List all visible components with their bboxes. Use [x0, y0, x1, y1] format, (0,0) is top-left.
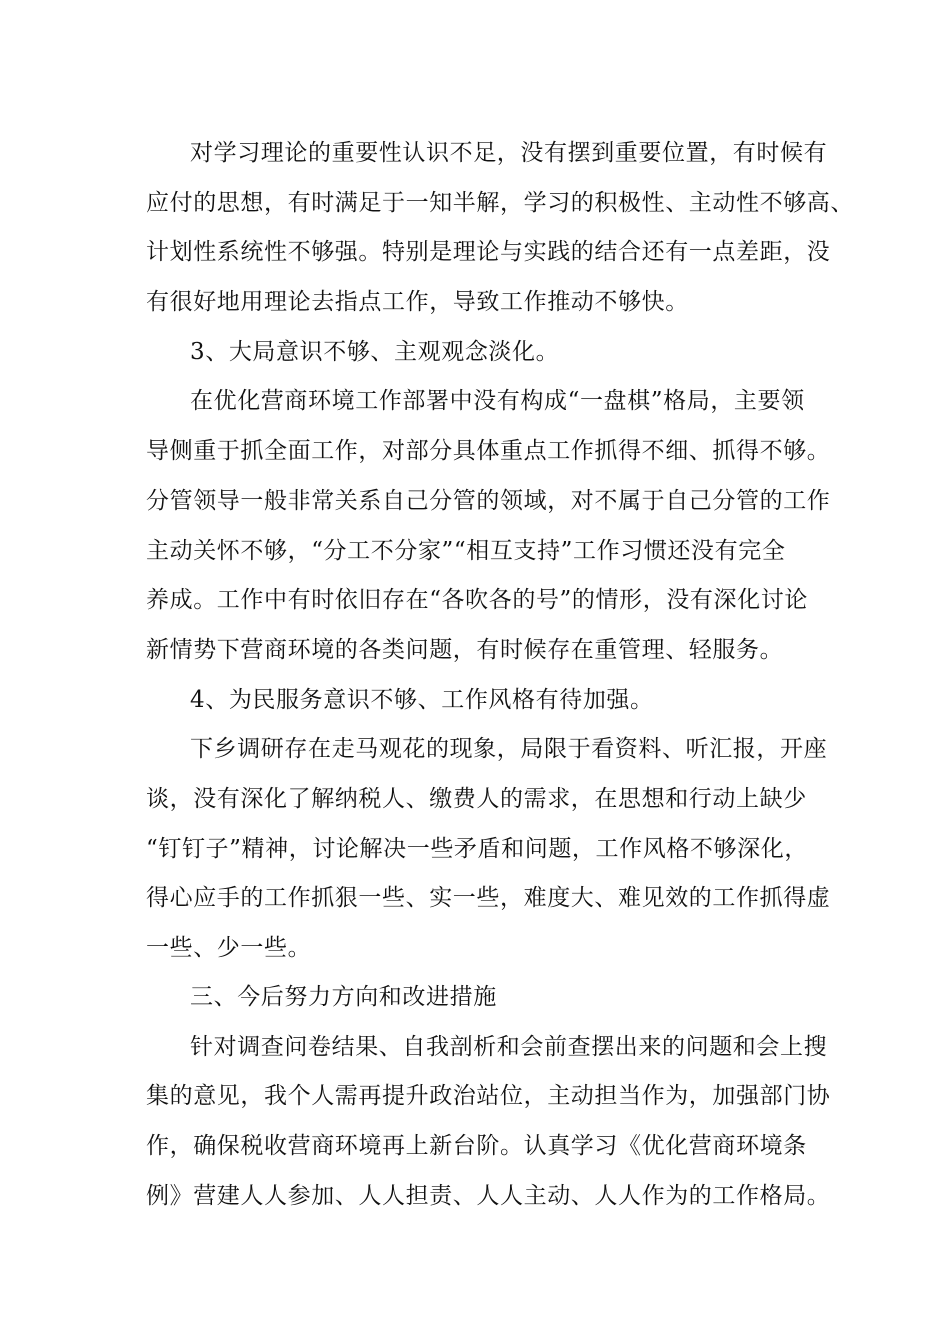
paragraph-line: 应付的思想，有时满足于一知半解，学习的积极性、主动性不够高、	[146, 190, 854, 216]
paragraph-line: 对学习理论的重要性认识不足，没有摆到重要位置，有时候有	[190, 140, 828, 166]
paragraph-line: 主动关怀不够，“分工不分家”“相互支持”工作习惯还没有完全	[146, 538, 786, 564]
paragraph-line: 针对调查问卷结果、自我剖析和会前查摆出来的问题和会上搜	[190, 1034, 828, 1060]
paragraph-line: 计划性系统性不够强。特别是理论与实践的结合还有一点差距，没	[146, 239, 831, 265]
paragraph-line: 下乡调研存在走马观花的现象，局限于看资料、听汇报，开座	[190, 736, 828, 762]
paragraph-line: 一些、少一些。	[146, 935, 312, 961]
paragraph-line: 有很好地用理论去指点工作，导致工作推动不够快。	[146, 289, 689, 315]
paragraph-line: 在优化营商环境工作部署中没有构成“一盘棋”格局，主要领	[190, 388, 805, 414]
section-heading: 3、大局意识不够、主观观念淡化。	[190, 339, 560, 365]
paragraph-line: 得心应手的工作抓狠一些、实一些，难度大、难见效的工作抓得虚	[146, 885, 831, 911]
paragraph-line: 导侧重于抓全面工作，对部分具体重点工作抓得不细、抓得不够。	[146, 438, 831, 464]
paragraph-line: 新情势下营商环境的各类问题，有时候存在重管理、轻服务。	[146, 637, 784, 663]
paragraph-line: 分管领导一般非常关系自己分管的领域，对不属于自己分管的工作	[146, 488, 831, 514]
section-heading: 三、今后努力方向和改进措施	[190, 984, 497, 1010]
paragraph-line: 作，确保税收营商环境再上新台阶。认真学习《优化营商环境条	[146, 1133, 807, 1159]
paragraph-line: 例》营建人人参加、人人担责、人人主动、人人作为的工作格局。	[146, 1183, 831, 1209]
paragraph-line: 谈，没有深化了解纳税人、缴费人的需求，在思想和行动上缺少	[146, 786, 807, 812]
paragraph-line: 集的意见，我个人需再提升政治站位，主动担当作为，加强部门协	[146, 1083, 831, 1109]
section-heading: 4、为民服务意识不够、工作风格有待加强。	[190, 687, 654, 713]
paragraph-line: 养成。工作中有时依旧存在“各吹各的号”的情形，没有深化讨论	[146, 587, 808, 613]
paragraph-line: “钉钉子”精神，讨论解决一些矛盾和问题，工作风格不够深化，	[146, 836, 808, 862]
